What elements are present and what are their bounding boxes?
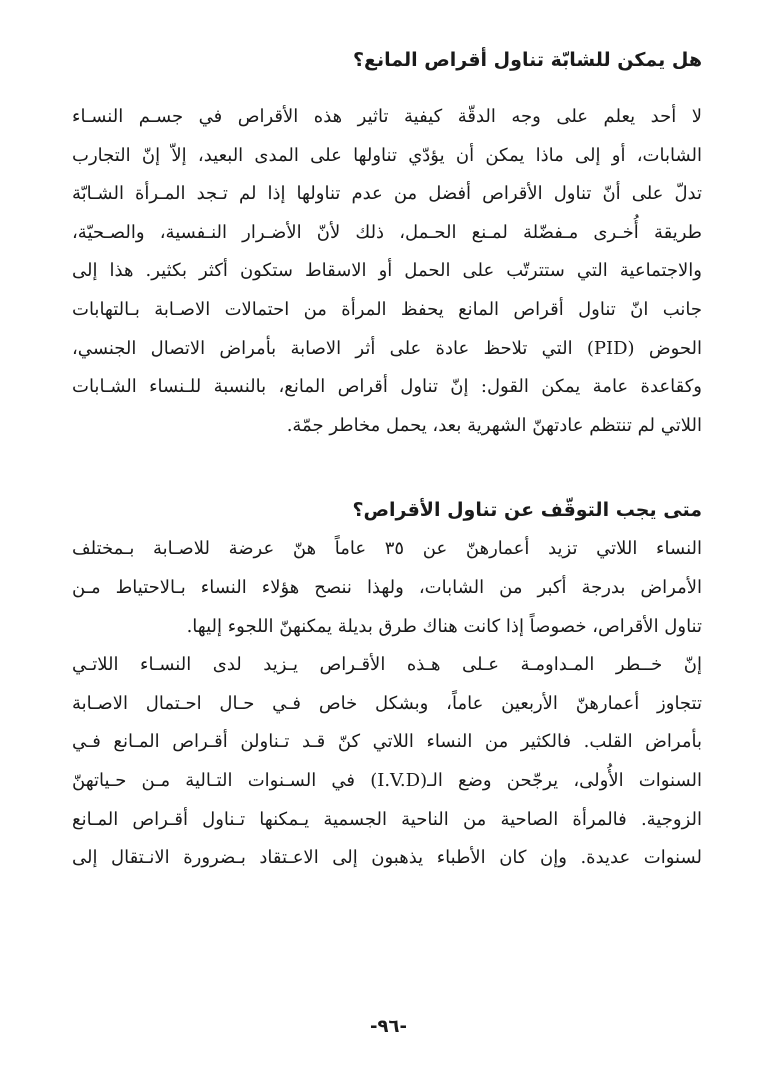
page-number: -٩٦-: [370, 1016, 407, 1037]
text-line: الحوض (PID) التي تلاحظ عادة على أثر الاصابة بأمراض الاتصال الجنسي،: [72, 337, 702, 359]
text-line: النساء اللاتي تزيد أعمارهنّ عن ٣٥ عاماً هنّ عرضة للاصـابة بـمختلف: [72, 538, 702, 560]
text-line: إنّ خــطر المـداومـة عـلى هـذه الأقـراص يـزيد لدى النسـاء اللاتـي: [72, 654, 702, 676]
text-line: السنوات الأُولى، يرجّحن وضع الـ(I.V.D) في السـنوات التـالية مـن حـياتهنّ: [72, 769, 702, 791]
text-line: الأمراض بدرجة أكبر من الشابات، ولهذا ننصح هؤلاء النساء بـالاحتياط مـن: [72, 576, 702, 598]
text-line: لا أحد يعلم على وجه الدقّة كيفية تاثير هذه الأقراص في جسـم النسـاء: [72, 106, 702, 127]
text-line: تدلّ على أنّ تناول الأقراص أفضل من عدم تناولها إذا لم تـجد المـرأة الشـابّة: [72, 183, 702, 205]
text-line: جانب انّ تناول أقراص المانع يحفظ المرأة من احتمالات الاصـابة بـالتهابات: [72, 298, 702, 320]
text-line: تتجاوز أعمارهنّ الأربعين عاماً، وبشكل خاص فـي حـال احـتمال الاصـابة: [72, 692, 702, 714]
text-line: تناول الأقراص، خصوصاً إذا كانت هناك طرق بديلة يمكنهنّ اللجوء إليها.: [186, 615, 702, 637]
book-page: [72, 40, 702, 878]
section-heading-young-women: هل يمكن للشابّة تناول أقراص المانع؟: [352, 49, 702, 71]
text-line: وكقاعدة عامة يمكن القول: إنّ تناول أقراص المانع، بالنسبة للـنساء الشـابات: [72, 376, 702, 398]
text-line: اللاتي لم تنتظم عادتهنّ الشهرية بعد، يحمل مخاطر جمّة.: [286, 414, 702, 436]
text-line: الشابات، أو إلى ماذا يمكن أن يؤدّي تناولها على المدى البعيد، إلاّ إنّ التجارب: [72, 144, 702, 166]
paragraph-young-women: [72, 98, 702, 445]
paragraph-women-over-40: [72, 646, 702, 878]
paragraph-women-over-35: [72, 530, 702, 646]
text-line: الزوجية. فالمرأة الصاحية من الناحية الجسمية يـمكنها تـناول أقـراص المـانع: [72, 808, 702, 830]
text-line: طريقة أُخـرى مـفضّلة لمـنع الحـمل، ذلك لأنّ الأضـرار النـفسية، والصـحيّة،: [72, 221, 702, 243]
section-heading-when-to-stop: متى يجب التوقّف عن تناول الأقراص؟: [352, 499, 702, 522]
text-line: والاجتماعية التي ستترتّب على الحمل أو الاسقاط ستكون أكثر بكثير. هذا إلى: [72, 260, 702, 282]
text-line: بأمراض القلب. فالكثير من النساء اللاتي كنّ قـد تـناولن أقـراص المـانع فـي: [72, 731, 702, 753]
text-line: لسنوات عديدة. وإن كان الأطباء يذهبون إلى الاعـتقاد بـضرورة الانـتقال إلى: [72, 847, 702, 869]
